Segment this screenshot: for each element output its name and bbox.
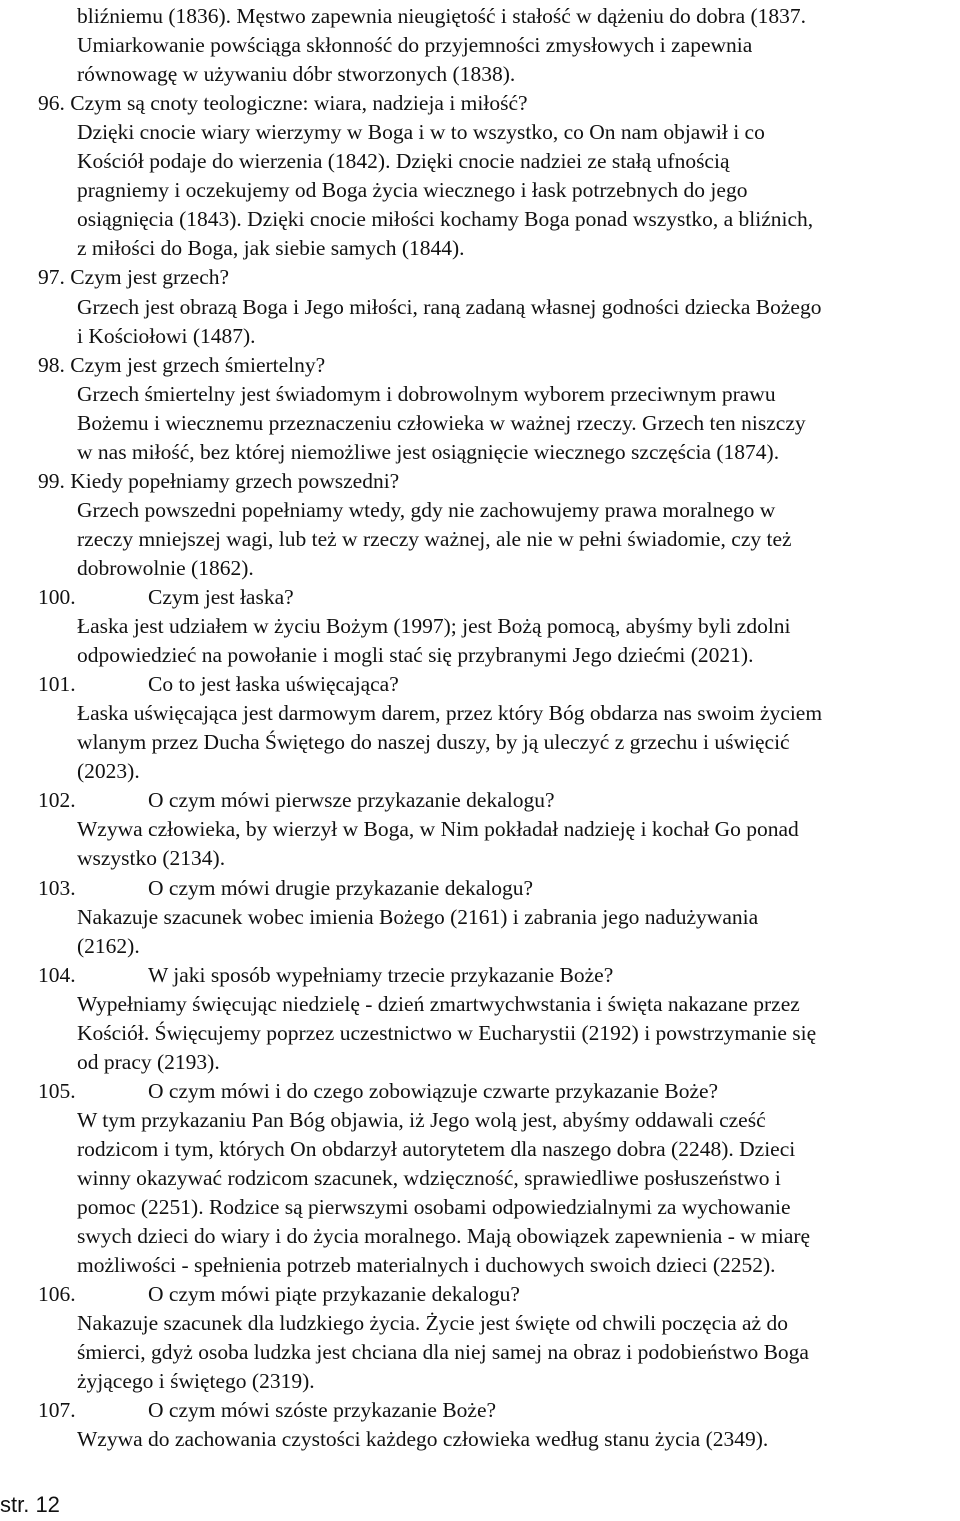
body-text-line: bliźniemu (1836). Męstwo zapewnia nieugiętość i stałość w dążeniu do dobra (1837. (77, 4, 807, 28)
question-text: O czym mówi szóste przykazanie Boże? (148, 1398, 497, 1423)
body-text-line: żyjącego i świętego (2319). (77, 1369, 315, 1394)
body-text-line: w nas miłość, bez której niemożliwe jest osiągnięcie wiecznego szczęścia (1874). (77, 439, 780, 464)
body-text-line: Bożemu i wiecznemu przeznaczeniu człowieka w ważnej rzeczy. Grzech ten niszczy (77, 410, 806, 435)
body-text-line: dobrowolnie (1862). (77, 555, 254, 580)
question-number: 100. (38, 585, 76, 609)
body-text-line: Kościół. Święcujemy poprzez uczestnictwo w Eucharystii (2192) i powstrzymanie się (77, 1020, 817, 1045)
body-text-line: równowagę w używaniu dóbr stworzonych (1838). (77, 62, 516, 87)
body-text-line: (2162). (77, 933, 140, 958)
question-number: 106. (38, 1282, 76, 1307)
question-number: 98. (38, 352, 65, 377)
body-text-line: Wzywa człowieka, by wierzył w Boga, w Nim pokładał nadzieję i kochał Go ponad (77, 817, 799, 842)
body-text-line: W tym przykazaniu Pan Bóg objawia, iż Jego wolą jest, abyśmy oddawali cześć (77, 1107, 766, 1132)
body-text-line: Grzech powszedni popełniamy wtedy, gdy nie zachowujemy prawa moralnego w (77, 497, 776, 522)
question-text: Kiedy popełniamy grzech powszedni? (70, 468, 400, 493)
body-text-line: Nakazuje szacunek wobec imienia Bożego (2161) i zabrania jego nadużywania (77, 904, 759, 929)
body-text-line: wlanym przez Ducha Świętego do naszej duszy, by ją uleczyć z grzechu i uświęcić (77, 730, 790, 755)
body-text-line: Umiarkowanie powściąga skłonność do przyjemności zmysłowych i zapewnia (77, 33, 753, 58)
question-line (38, 263, 229, 292)
question-number: 97. (38, 265, 65, 290)
body-text-line: odpowiedzieć na powołanie i mogli stać się przybranymi Jego dziećmi (2021). (77, 643, 754, 668)
question-text: W jaki sposób wypełniamy trzecie przykazanie Boże? (148, 962, 614, 987)
page-number: str. 12 (0, 1492, 60, 1517)
body-text-line: Kościół podaje do wierzenia (1842). Dzięki cnocie nadziei ze stałą ufnością (77, 149, 730, 174)
question-number: 107. (38, 1398, 76, 1423)
question-text: O czym mówi pierwsze przykazanie dekalogu? (148, 788, 555, 813)
question-text: Czym jest grzech śmiertelny? (70, 352, 326, 377)
body-text-line: Grzech jest obrazą Boga i Jego miłości, raną zadaną własnej godności dziecka Bożego (77, 294, 822, 319)
question-text: Czym jest grzech? (70, 265, 230, 290)
question-number: 104. (38, 962, 76, 987)
body-text-line: pomoc (2251). Rodzice są pierwszymi osobami odpowiedzialnymi za wychowanie (77, 1195, 791, 1220)
body-text-line: (2023). (77, 759, 140, 784)
question-line (38, 89, 528, 118)
body-text-line: możliwości - spełnienia potrzeb materialnych i duchowych swoich dzieci (2252). (77, 1253, 776, 1278)
body-text-line: Grzech śmiertelny jest świadomym i dobrowolnym wyborem przeciwnym prawu (77, 381, 776, 406)
question-text: O czym mówi piąte przykazanie dekalogu? (148, 1282, 520, 1307)
body-text-line: rzeczy mniejszej wagi, lub też w rzeczy ważnej, ale nie w pełni świadomie, czy też (77, 526, 792, 551)
question-text: Czym jest łaska? (148, 585, 294, 609)
question-text: O czym mówi drugie przykazanie dekalogu? (148, 875, 534, 900)
question-number: 102. (38, 788, 76, 813)
body-text-line: wszystko (2134). (77, 846, 226, 871)
question-line (38, 467, 399, 496)
question-number: 105. (38, 1078, 76, 1103)
body-text-line: Dzięki cnocie wiary wierzymy w Boga i w to wszystko, co On nam objawił i co (77, 120, 765, 145)
question-number: 101. (38, 672, 76, 697)
body-text-line: śmierci, gdyż osoba ludzka jest chciana dla niej samej na obraz i podobieństwo Boga (77, 1340, 809, 1365)
body-text-line: Wzywa do zachowania czystości każdego człowieka według stanu życia (2349). (77, 1427, 769, 1452)
body-text-line: winny okazywać rodzicom szacunek, wdzięczność, sprawiedliwe posłuszeństwo i (77, 1166, 781, 1190)
body-text-line: Łaska uświęcająca jest darmowym darem, przez który Bóg obdarza nas swoim życiem (77, 701, 823, 726)
body-text-line: swych dzieci do wiary i do życia moralnego. Mają obowiązek zapewnienia - w miarę (77, 1224, 811, 1249)
body-text-line: Wypełniamy święcując niedzielę - dzień zmartwychwstania i święta nakazane przez (77, 991, 800, 1016)
question-text: Co to jest łaska uświęcająca? (148, 672, 399, 697)
body-text-line: pragniemy i oczekujemy od Boga życia wiecznego i łask potrzebnych do jego (77, 178, 748, 203)
body-text-line: z miłości do Boga, jak siebie samych (1844). (77, 236, 465, 261)
body-text-line: od pracy (2193). (77, 1049, 220, 1074)
question-line (38, 351, 325, 380)
body-text-line: Łaska jest udziałem w życiu Bożym (1997); jest Bożą pomocą, abyśmy byli zdolni (77, 614, 791, 639)
question-number: 99. (38, 468, 65, 493)
body-text-line: Nakazuje szacunek dla ludzkiego życia. Życie jest święte od chwili poczęcia aż do (77, 1311, 788, 1336)
question-text: O czym mówi i do czego zobowiązuje czwarte przykazanie Boże? (148, 1078, 719, 1103)
body-text-line: osiągnięcia (1843). Dzięki cnocie miłości kochamy Boga ponad wszystko, a bliźnich, (77, 207, 814, 232)
question-text: Czym są cnoty teologiczne: wiara, nadzieja i miłość? (70, 91, 528, 116)
question-number: 103. (38, 875, 76, 900)
question-number: 96. (38, 91, 65, 116)
body-text-line: rodzicom i tym, których On obdarzył autorytetem dla naszego dobra (2248). Dzieci (77, 1136, 796, 1161)
body-text-line: i Kościołowi (1487). (77, 323, 256, 348)
